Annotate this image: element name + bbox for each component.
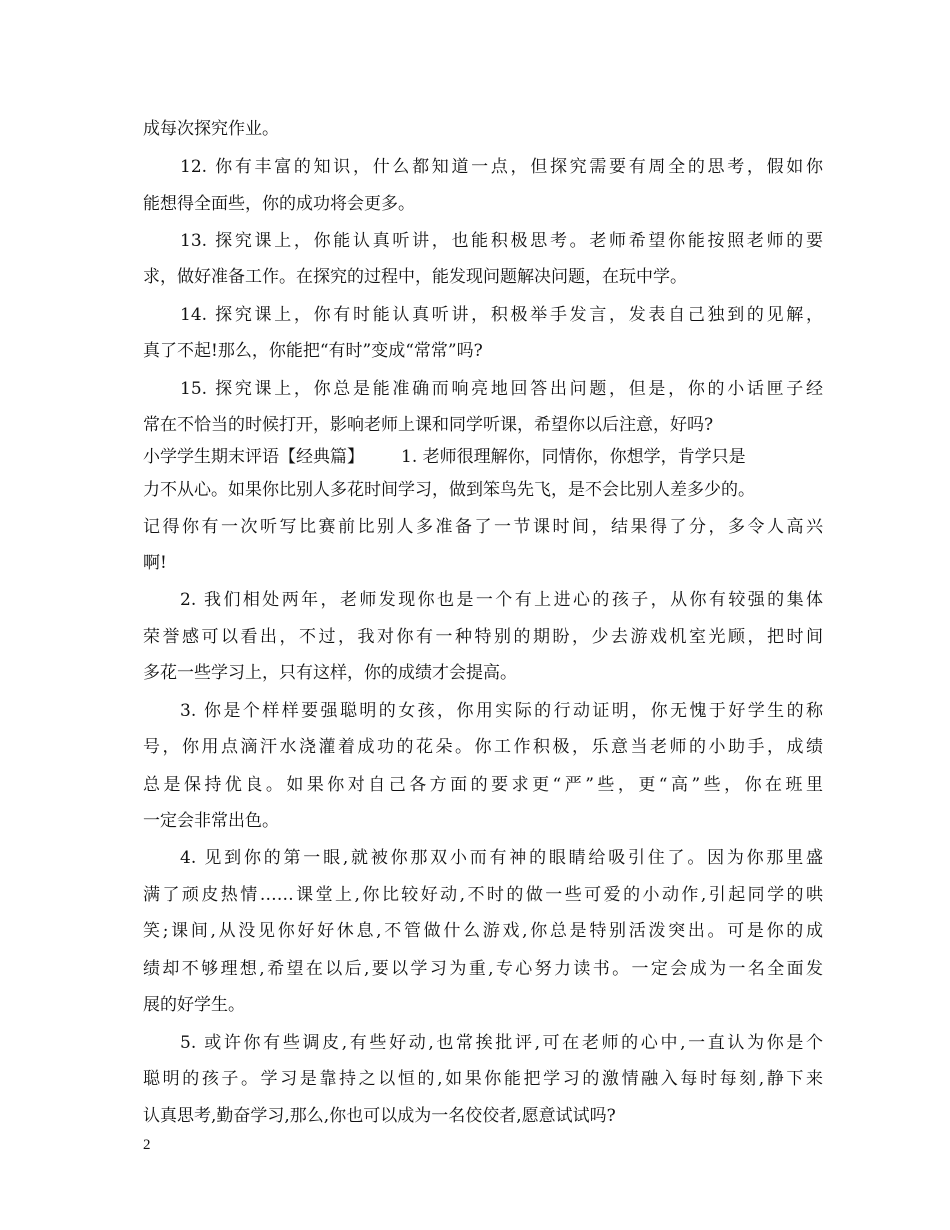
text-line: 多花一些学习上，只有这样，你的成绩才会提高。 — [143, 663, 517, 683]
text-line: 展的好学生。 — [143, 995, 245, 1015]
text-line: 荣誉感可以看出，不过，我对你有一种特别的期盼，少去游戏机室光顾，把时间 — [143, 627, 823, 647]
text-line: 2. 我们相处两年，老师发现你也是一个有上进心的孩子，从你有较强的集体 — [180, 590, 823, 610]
text-line: 啊! — [143, 553, 167, 573]
text-line: 记得你有一次听写比赛前比别人多准备了一节课时间，结果得了分，多令人高兴 — [143, 517, 823, 537]
page-number: 2 — [143, 1137, 151, 1153]
text-line: 5. 或许你有些调皮,有些好动,也常挨批评,可在老师的心中,一直认为你是个 — [180, 1033, 823, 1053]
text-line: 常在不恰当的时候打开，影响老师上课和同学听课，希望你以后注意，好吗? — [143, 415, 714, 435]
text-line: 绩却不够理想,希望在以后,要以学习为重,专心努力读书。一定会成为一名全面发 — [143, 959, 823, 979]
text-line: 满了顽皮热情……课堂上,你比较好动,不时的做一些可爱的小动作,引起同学的哄 — [143, 885, 823, 905]
section-heading: 小学学生期末评语【经典篇】 — [143, 447, 364, 467]
text-line: 求，做好准备工作。在探究的过程中，能发现问题解决问题，在玩中学。 — [143, 267, 687, 287]
text-line: 成每次探究作业。 — [143, 119, 279, 139]
text-line: 能想得全面些，你的成功将会更多。 — [143, 194, 415, 214]
text-line: 认真思考,勤奋学习,那么,你也可以成为一名佼佼者,愿意试试吗? — [143, 1106, 616, 1126]
text-line: 13. 探究课上，你能认真听讲，也能积极思考。老师希望你能按照老师的要 — [180, 231, 823, 251]
text-line: 号，你用点滴汗水浇灌着成功的花朵。你工作积极，乐意当老师的小助手，成绩 — [143, 737, 823, 757]
text-line: 一定会非常出色。 — [143, 811, 279, 831]
text-line: 1. 老师很理解你，同情你，你想学，肯学只是 — [401, 447, 746, 467]
text-line: 15. 探究课上，你总是能准确而响亮地回答出问题，但是，你的小话匣子经 — [180, 379, 823, 399]
text-line: 4. 见到你的第一眼,就被你那双小而有神的眼睛给吸引住了。因为你那里盛 — [180, 848, 823, 868]
text-line: 3. 你是个样样要强聪明的女孩，你用实际的行动证明，你无愧于好学生的称 — [180, 701, 823, 721]
text-line: 真了不起!那么，你能把“有时”变成“常常”吗? — [143, 341, 483, 361]
text-line: 总是保持优良。如果你对自己各方面的要求更“严”些，更“高”些，你在班里 — [143, 775, 823, 795]
text-line: 14. 探究课上，你有时能认真听讲，积极举手发言，发表自己独到的见解， — [180, 305, 823, 325]
text-line: 笑;课间,从没见你好好休息,不管做什么游戏,你总是特别活泼突出。可是你的成 — [143, 921, 823, 941]
text-line: 12. 你有丰富的知识，什么都知道一点，但探究需要有周全的思考，假如你 — [180, 157, 823, 177]
section-line — [143, 446, 823, 468]
text-line: 力不从心。如果你比别人多花时间学习，做到笨鸟先飞，是不会比别人差多少的。 — [143, 480, 755, 500]
text-line: 聪明的孩子。学习是靠持之以恒的,如果你能把学习的激情融入每时每刻,静下来 — [143, 1069, 823, 1089]
